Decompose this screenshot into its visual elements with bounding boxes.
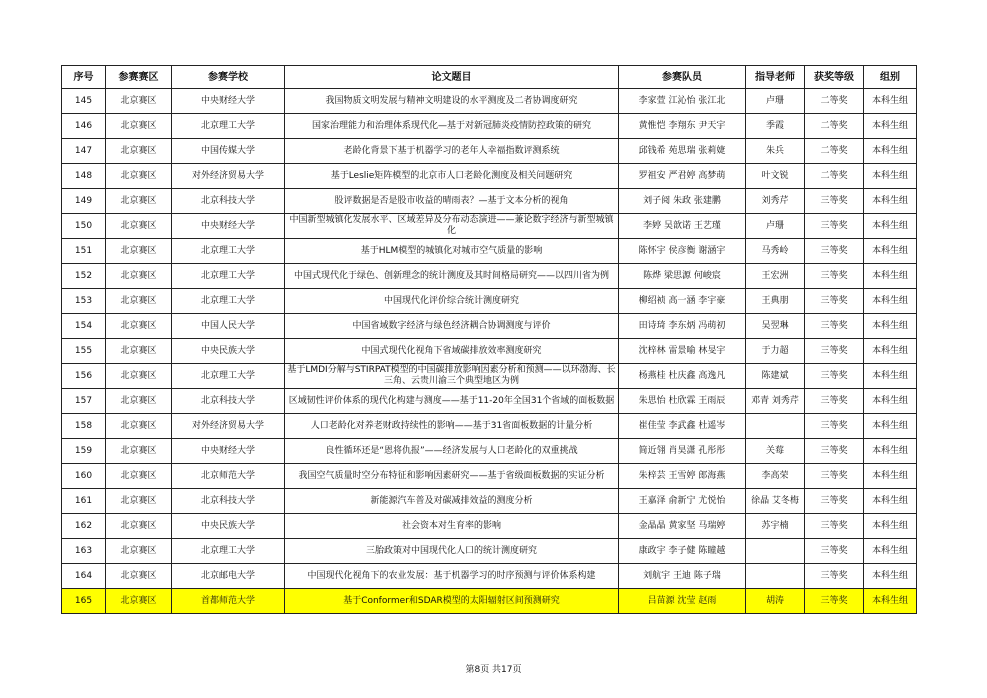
cell-title: 中国式现代化视角下省域碳排放效率测度研究 xyxy=(285,339,619,364)
table-row xyxy=(62,589,917,614)
cell-members: 黄惟恺 李翔东 尹天宇 xyxy=(619,114,746,139)
cell-school: 北京科技大学 xyxy=(172,389,285,414)
cell-award: 三等奖 xyxy=(805,389,864,414)
cell-award: 二等奖 xyxy=(805,89,864,114)
cell-region: 北京赛区 xyxy=(106,139,172,164)
cell-region: 北京赛区 xyxy=(106,264,172,289)
table-row xyxy=(62,539,917,564)
cell-index: 158 xyxy=(62,414,106,439)
cell-advisor xyxy=(746,539,805,564)
cell-school: 中央财经大学 xyxy=(172,89,285,114)
cell-region: 北京赛区 xyxy=(106,514,172,539)
cell-region: 北京赛区 xyxy=(106,364,172,389)
cell-index: 146 xyxy=(62,114,106,139)
col-header-advisor: 指导老师 xyxy=(746,66,805,89)
cell-group: 本科生组 xyxy=(864,114,917,139)
cell-award: 三等奖 xyxy=(805,239,864,264)
table-row xyxy=(62,514,917,539)
cell-index: 163 xyxy=(62,539,106,564)
cell-region: 北京赛区 xyxy=(106,564,172,589)
cell-award: 三等奖 xyxy=(805,539,864,564)
cell-group: 本科生组 xyxy=(864,364,917,389)
cell-advisor: 苏宇楠 xyxy=(746,514,805,539)
col-header-members: 参赛队员 xyxy=(619,66,746,89)
cell-members: 陈烨 梁思源 何峻宸 xyxy=(619,264,746,289)
table-row xyxy=(62,464,917,489)
cell-group: 本科生组 xyxy=(864,189,917,214)
cell-award: 三等奖 xyxy=(805,489,864,514)
col-header-award: 获奖等级 xyxy=(805,66,864,89)
cell-members: 陈怀宇 侯彦衡 谢涵宇 xyxy=(619,239,746,264)
cell-group: 本科生组 xyxy=(864,589,917,614)
cell-title: 中国新型城镇化发展水平、区域差异及分布动态演进——兼论数字经济与新型城镇化 xyxy=(285,214,619,239)
cell-index: 165 xyxy=(62,589,106,614)
cell-members: 简近翎 肖昊潇 孔彤彤 xyxy=(619,439,746,464)
cell-members: 田诗琦 李东炳 冯萌初 xyxy=(619,314,746,339)
cell-school: 对外经济贸易大学 xyxy=(172,164,285,189)
cell-members: 吕苗源 沈莹 赵雨 xyxy=(619,589,746,614)
cell-advisor: 陈建斌 xyxy=(746,364,805,389)
cell-index: 150 xyxy=(62,214,106,239)
cell-school: 中央民族大学 xyxy=(172,514,285,539)
cell-award: 三等奖 xyxy=(805,214,864,239)
cell-members: 杨燕桂 杜庆鑫 高逸凡 xyxy=(619,364,746,389)
cell-award: 三等奖 xyxy=(805,514,864,539)
cell-region: 北京赛区 xyxy=(106,414,172,439)
cell-group: 本科生组 xyxy=(864,339,917,364)
cell-index: 156 xyxy=(62,364,106,389)
cell-title: 基于Leslie矩阵模型的北京市人口老龄化测度及相关问题研究 xyxy=(285,164,619,189)
page-footer: 第8页 共17页 xyxy=(465,665,522,675)
col-header-school: 参赛学校 xyxy=(172,66,285,89)
cell-advisor: 季霞 xyxy=(746,114,805,139)
cell-members: 李婷 吴歆诺 王艺瑾 xyxy=(619,214,746,239)
cell-advisor: 卢珊 xyxy=(746,214,805,239)
cell-advisor: 于力超 xyxy=(746,339,805,364)
cell-group: 本科生组 xyxy=(864,164,917,189)
table-row xyxy=(62,289,917,314)
cell-award: 三等奖 xyxy=(805,589,864,614)
cell-title: 中国现代化视角下的农业发展：基于机器学习的时序预测与评价体系构建 xyxy=(285,564,619,589)
cell-members: 刘子阅 朱政 张建鹏 xyxy=(619,189,746,214)
cell-group: 本科生组 xyxy=(864,414,917,439)
cell-region: 北京赛区 xyxy=(106,314,172,339)
table-row xyxy=(62,139,917,164)
cell-group: 本科生组 xyxy=(864,489,917,514)
cell-region: 北京赛区 xyxy=(106,214,172,239)
cell-index: 160 xyxy=(62,464,106,489)
table-row xyxy=(62,389,917,414)
cell-region: 北京赛区 xyxy=(106,539,172,564)
cell-title: 国家治理能力和治理体系现代化—基于对新冠肺炎疫情防控政策的研究 xyxy=(285,114,619,139)
cell-index: 153 xyxy=(62,289,106,314)
cell-advisor: 徐晶 艾冬梅 xyxy=(746,489,805,514)
cell-advisor: 胡涛 xyxy=(746,589,805,614)
table-row xyxy=(62,239,917,264)
cell-region: 北京赛区 xyxy=(106,89,172,114)
cell-school: 对外经济贸易大学 xyxy=(172,414,285,439)
table-row xyxy=(62,164,917,189)
cell-index: 159 xyxy=(62,439,106,464)
cell-index: 164 xyxy=(62,564,106,589)
cell-title: 社会资本对生育率的影响 xyxy=(285,514,619,539)
cell-title: 中国省域数字经济与绿色经济耦合协调测度与评价 xyxy=(285,314,619,339)
cell-region: 北京赛区 xyxy=(106,114,172,139)
cell-index: 155 xyxy=(62,339,106,364)
cell-title: 良性循环还是“恩将仇报”——经济发展与人口老龄化的双重挑战 xyxy=(285,439,619,464)
cell-school: 北京理工大学 xyxy=(172,539,285,564)
cell-school: 中央财经大学 xyxy=(172,214,285,239)
table-row xyxy=(62,189,917,214)
header-row xyxy=(62,66,917,89)
cell-region: 北京赛区 xyxy=(106,164,172,189)
cell-advisor: 刘秀芹 xyxy=(746,189,805,214)
cell-title: 人口老龄化对养老财政持续性的影响——基于31省面板数据的计量分析 xyxy=(285,414,619,439)
table-row xyxy=(62,564,917,589)
cell-school: 北京理工大学 xyxy=(172,289,285,314)
table-row xyxy=(62,114,917,139)
table-row xyxy=(62,439,917,464)
cell-members: 朱思怡 杜欣霖 王雨辰 xyxy=(619,389,746,414)
table-row xyxy=(62,489,917,514)
cell-advisor: 关莓 xyxy=(746,439,805,464)
cell-index: 157 xyxy=(62,389,106,414)
cell-school: 首都师范大学 xyxy=(172,589,285,614)
cell-award: 三等奖 xyxy=(805,339,864,364)
cell-title: 基于HLM模型的城镇化对城市空气质量的影响 xyxy=(285,239,619,264)
cell-school: 北京理工大学 xyxy=(172,114,285,139)
cell-award: 三等奖 xyxy=(805,364,864,389)
col-header-group: 组别 xyxy=(864,66,917,89)
cell-index: 149 xyxy=(62,189,106,214)
table-row xyxy=(62,214,917,239)
cell-members: 朱梓芸 王雪婷 郎海燕 xyxy=(619,464,746,489)
cell-members: 金晶晶 黄家坚 马瑞婷 xyxy=(619,514,746,539)
cell-advisor: 叶文锐 xyxy=(746,164,805,189)
cell-title: 三胎政策对中国现代化人口的统计测度研究 xyxy=(285,539,619,564)
cell-title: 中国现代化评价综合统计测度研究 xyxy=(285,289,619,314)
cell-group: 本科生组 xyxy=(864,514,917,539)
cell-members: 沈梓林 雷景喻 林旻宇 xyxy=(619,339,746,364)
cell-members: 王嘉泽 俞新宁 尤悦怡 xyxy=(619,489,746,514)
cell-school: 中国传媒大学 xyxy=(172,139,285,164)
cell-school: 北京理工大学 xyxy=(172,364,285,389)
cell-school: 北京科技大学 xyxy=(172,489,285,514)
cell-region: 北京赛区 xyxy=(106,439,172,464)
cell-advisor: 王宏洲 xyxy=(746,264,805,289)
cell-award: 三等奖 xyxy=(805,414,864,439)
cell-index: 162 xyxy=(62,514,106,539)
cell-school: 北京科技大学 xyxy=(172,189,285,214)
cell-members: 李家萱 江沁怡 张江北 xyxy=(619,89,746,114)
cell-award: 三等奖 xyxy=(805,464,864,489)
cell-advisor xyxy=(746,414,805,439)
cell-group: 本科生组 xyxy=(864,139,917,164)
cell-group: 本科生组 xyxy=(864,289,917,314)
cell-school: 中央财经大学 xyxy=(172,439,285,464)
cell-award: 三等奖 xyxy=(805,439,864,464)
cell-school: 北京理工大学 xyxy=(172,239,285,264)
cell-advisor: 马秀岭 xyxy=(746,239,805,264)
award-table xyxy=(61,65,917,614)
col-header-index: 序号 xyxy=(62,66,106,89)
cell-title: 我国物质文明发展与精神文明建设的水平测度及二者协调度研究 xyxy=(285,89,619,114)
cell-award: 三等奖 xyxy=(805,314,864,339)
cell-region: 北京赛区 xyxy=(106,289,172,314)
cell-region: 北京赛区 xyxy=(106,489,172,514)
cell-title: 股评数据是否是股市收益的晴雨表？—基于文本分析的视角 xyxy=(285,189,619,214)
cell-group: 本科生组 xyxy=(864,564,917,589)
cell-award: 三等奖 xyxy=(805,289,864,314)
cell-school: 中央民族大学 xyxy=(172,339,285,364)
cell-region: 北京赛区 xyxy=(106,189,172,214)
cell-title: 我国空气质量时空分布特征和影响因素研究——基于省级面板数据的实证分析 xyxy=(285,464,619,489)
table-body xyxy=(62,89,917,614)
cell-region: 北京赛区 xyxy=(106,389,172,414)
cell-award: 三等奖 xyxy=(805,189,864,214)
cell-award: 二等奖 xyxy=(805,114,864,139)
cell-school: 北京邮电大学 xyxy=(172,564,285,589)
cell-index: 151 xyxy=(62,239,106,264)
table-row xyxy=(62,89,917,114)
cell-advisor: 李高荣 xyxy=(746,464,805,489)
cell-index: 148 xyxy=(62,164,106,189)
table-row xyxy=(62,314,917,339)
cell-advisor: 卢珊 xyxy=(746,89,805,114)
cell-group: 本科生组 xyxy=(864,239,917,264)
cell-award: 三等奖 xyxy=(805,564,864,589)
table-row xyxy=(62,339,917,364)
cell-group: 本科生组 xyxy=(864,89,917,114)
cell-advisor: 王典朋 xyxy=(746,289,805,314)
cell-members: 邱钱希 苑思瑞 张莉婕 xyxy=(619,139,746,164)
cell-members: 崔佳莹 李武鑫 杜遥岑 xyxy=(619,414,746,439)
cell-title: 中国式现代化于绿色、创新理念的统计测度及其时间格局研究——以四川省为例 xyxy=(285,264,619,289)
cell-index: 147 xyxy=(62,139,106,164)
cell-advisor xyxy=(746,564,805,589)
cell-members: 罗祖安 严君婷 高梦萌 xyxy=(619,164,746,189)
award-sheet xyxy=(61,65,917,614)
cell-region: 北京赛区 xyxy=(106,339,172,364)
table-row xyxy=(62,364,917,389)
cell-region: 北京赛区 xyxy=(106,239,172,264)
cell-award: 二等奖 xyxy=(805,164,864,189)
cell-title: 区域韧性评价体系的现代化构建与测度——基于11-20年全国31个省域的面板数据 xyxy=(285,389,619,414)
cell-school: 北京师范大学 xyxy=(172,464,285,489)
cell-group: 本科生组 xyxy=(864,214,917,239)
table-row xyxy=(62,414,917,439)
cell-index: 152 xyxy=(62,264,106,289)
cell-school: 北京理工大学 xyxy=(172,264,285,289)
cell-group: 本科生组 xyxy=(864,264,917,289)
cell-award: 三等奖 xyxy=(805,264,864,289)
table-row xyxy=(62,264,917,289)
cell-advisor: 朱兵 xyxy=(746,139,805,164)
cell-group: 本科生组 xyxy=(864,464,917,489)
cell-school: 中国人民大学 xyxy=(172,314,285,339)
cell-members: 刘航宇 王迪 陈子瑞 xyxy=(619,564,746,589)
cell-group: 本科生组 xyxy=(864,539,917,564)
cell-group: 本科生组 xyxy=(864,314,917,339)
cell-award: 二等奖 xyxy=(805,139,864,164)
cell-title: 基于Conformer和SDAR模型的太阳辐射区间预测研究 xyxy=(285,589,619,614)
cell-title: 基于LMDI分解与STIRPAT模型的中国碳排放影响因素分析和预测——以环渤海、长三角、云贵川渝三个典型地区为例 xyxy=(285,364,619,389)
col-header-title: 论文题目 xyxy=(285,66,619,89)
cell-index: 145 xyxy=(62,89,106,114)
cell-region: 北京赛区 xyxy=(106,464,172,489)
cell-members: 康政宇 李子健 陈瞳越 xyxy=(619,539,746,564)
cell-index: 154 xyxy=(62,314,106,339)
cell-advisor: 邓青 刘秀芹 xyxy=(746,389,805,414)
cell-title: 新能源汽车普及对碳减排效益的测度分析 xyxy=(285,489,619,514)
col-header-region: 参赛赛区 xyxy=(106,66,172,89)
cell-region: 北京赛区 xyxy=(106,589,172,614)
cell-title: 老龄化背景下基于机器学习的老年人幸福指数评测系统 xyxy=(285,139,619,164)
cell-members: 柳绍祯 高一涵 李宇豪 xyxy=(619,289,746,314)
cell-index: 161 xyxy=(62,489,106,514)
cell-group: 本科生组 xyxy=(864,389,917,414)
cell-advisor: 吴翌琳 xyxy=(746,314,805,339)
cell-group: 本科生组 xyxy=(864,439,917,464)
